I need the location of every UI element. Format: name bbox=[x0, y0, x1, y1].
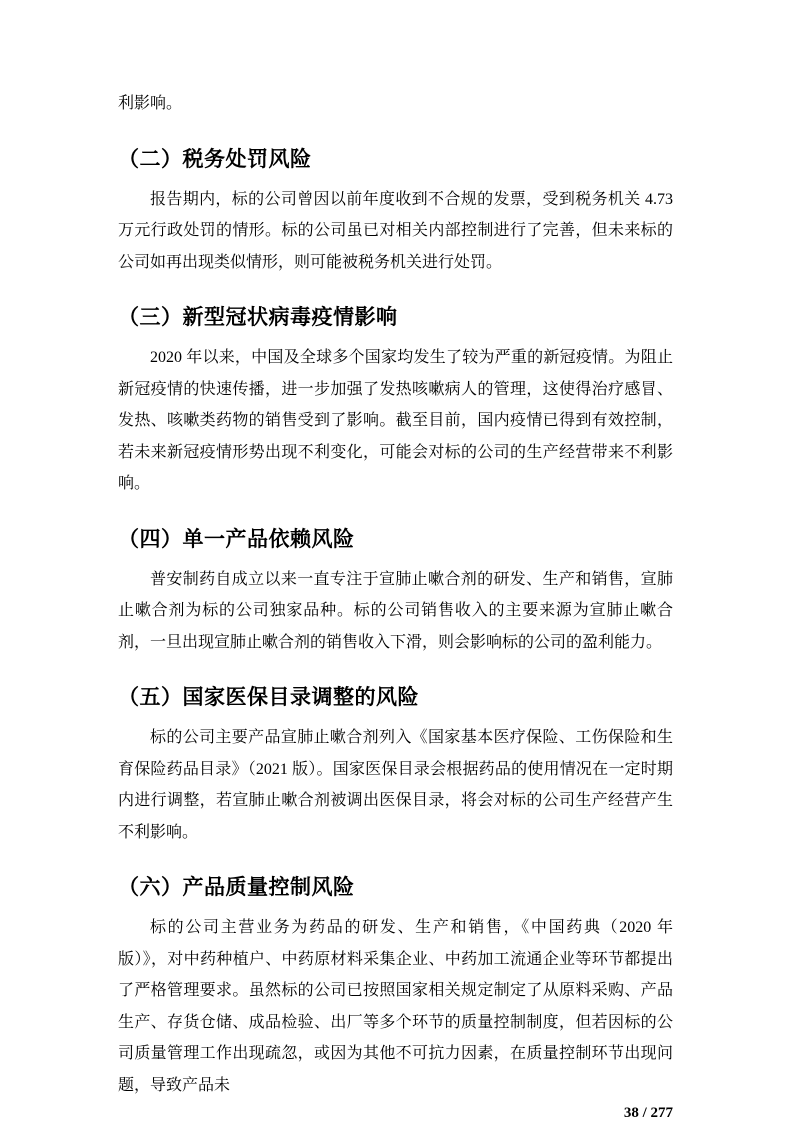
section-medical-insurance-catalog-risk bbox=[118, 684, 673, 848]
section-heading-4: （四）单一产品依赖风险 bbox=[118, 527, 355, 551]
section-heading-6: （六）产品质量控制风险 bbox=[118, 876, 355, 899]
section-body-5: 标的公司主要产品宣肺止嗽合剂列入《国家基本医疗保险、工伤保险和生育保险药品目录》（2021 版）。国家医保目录会根据药品的使用情况在一定时期内进行调整，若宣肺止嗽合剂被调出医保目录，将会对标的公司生产经营产生不利影响。 bbox=[118, 729, 673, 841]
section-tax-penalty-risk bbox=[118, 146, 673, 279]
section-body-6: 标的公司主营业务为药品的研发、生产和销售，《中国药典（2020 年版）》，对中药种植户、中药原材料采集企业、中药加工流通企业等环节都提出了严格管理要求。虽然标的公司已按照国家相关规定制定了从原料采购、产品生产、存货仓储、成品检验、出厂等多个环节的质量控制制度，但若因标的公司质量管理工作出现疏忽，或因为其他不可抗力因素，在质量控制环节出现问题，导致产品未 bbox=[118, 919, 673, 1094]
page-number: 38 / 277 bbox=[623, 1105, 673, 1121]
section-product-quality-control-risk bbox=[118, 874, 673, 1101]
section-body-4: 普安制药自成立以来一直专注于宣肺止嗽合剂的研发、生产和销售，宣肺止嗽合剂为标的公司独家品种。标的公司销售收入的主要来源为宣肺止嗽合剂，一旦出现宣肺止嗽合剂的销售收入下滑，则会影响标的公司的盈利能力。 bbox=[118, 570, 673, 651]
section-heading-2: （二）税务处罚风险 bbox=[118, 147, 312, 171]
section-heading-3: （三）新型冠状病毒疫情影响 bbox=[118, 306, 398, 329]
leading-paragraph-continuation: 利影响。 bbox=[118, 95, 183, 112]
section-covid-impact bbox=[118, 304, 673, 500]
section-body-3: 2020 年以来，中国及全球多个国家均发生了较为严重的新冠疫情。为阻止新冠疫情的快速传播，进一步加强了发热咳嗽病人的管理，这使得治疗感冒、发热、咳嗽类药物的销售受到了影响。截至目前，国内疫情已得到有效控制，若未来新冠疫情形势出现不利变化，可能会对标的公司的生产经营带来不利影响。 bbox=[118, 349, 673, 492]
section-heading-5: （五）国家医保目录调整的风险 bbox=[118, 686, 419, 709]
section-single-product-risk bbox=[118, 526, 673, 659]
section-body-2: 报告期内，标的公司曾因以前年度收到不合规的发票，受到税务机关 4.73 万元行政处罚的情形。标的公司虽已对相关内部控制进行了完善，但未来标的公司如再出现类似情形，则可能被税务机关进行处罚。 bbox=[118, 190, 673, 271]
